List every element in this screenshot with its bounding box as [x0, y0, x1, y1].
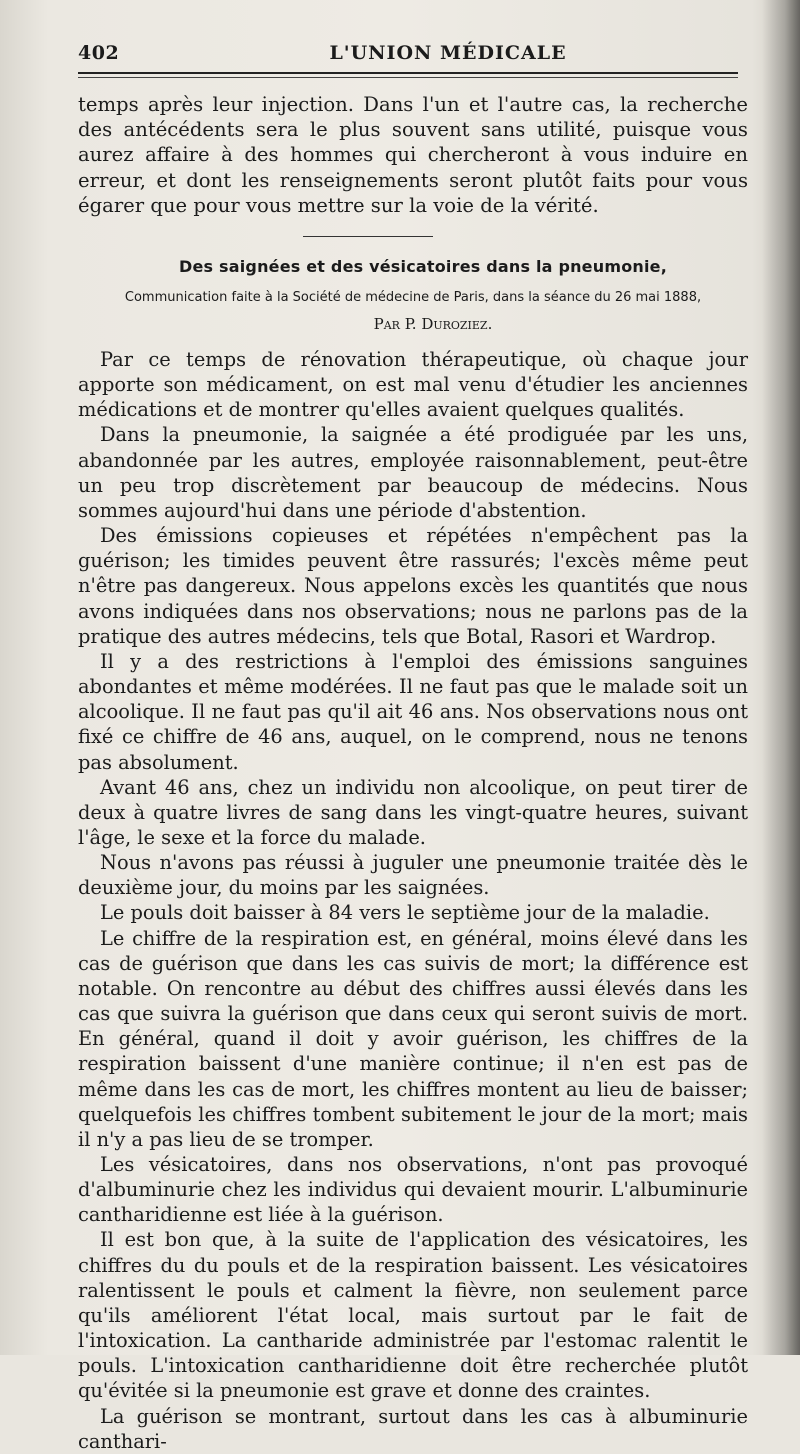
article-paragraph: Avant 46 ans, chez un individu non alcoolique, on peut tirer de deux à quatre livres de sang dans les vingt-quatre heures, suivant l'âge, le sexe et la force du malade. [78, 775, 748, 849]
article-author: Par P. Duroziez. [373, 315, 493, 334]
running-title: L'UNION MÉDICALE [329, 42, 567, 64]
intro-paragraph: temps après leur injection. Dans l'un et l'autre cas, la recherche des antécédents sera le plus souvent sans utilité, puisque vous aurez affaire à des hommes qui chercheront à vous induire en erreur, et dont les renseignements seront plutôt faits pour vous égarer que pour vous mettre sur la voie de la vérité. [78, 93, 748, 217]
section-separator [303, 236, 433, 237]
header-rule-thin [78, 77, 738, 78]
page-number: 402 [78, 42, 120, 64]
article-paragraph: Il est bon que, à la suite de l'application des vésicatoires, les chiffres du du pouls et de la respiration baissent. Les vésicatoires ralentissent le pouls et calment la fièvre, non seulement parce qu'ils améliorent l'état local, mais surtout par le fait de l'intoxication. La cantharide administrée par l'estomac ralentit le pouls. L'intoxication cantharidienne doit être recherchée plutôt qu'évitée si la pneumonie est grave et donne des craintes. [78, 1228, 748, 1403]
article-paragraph: La guérison se montrant, surtout dans les cas à albuminurie canthari- [78, 1404, 748, 1453]
page-shadow-edge [762, 0, 800, 1355]
article-paragraph: Des émissions copieuses et répétées n'empêchent pas la guérison; les timides peuvent être rassurés; l'excès même peut n'être pas dangereux. Nous appelons excès les quantités que nous avons indiquées dans nos observations; nous ne parlons pas de la pratique des autres médecins, tels que Botal, Rasori et Wardrop. [78, 524, 748, 648]
article-paragraph: Les vésicatoires, dans nos observations, n'ont pas provoqué d'albuminurie chez les individus qui devaient mourir. L'albuminurie cantharidienne est liée à la guérison. [78, 1153, 748, 1227]
article-paragraph: Dans la pneumonie, la saignée a été prodiguée par les uns, abandonnée par les autres, employée raisonnablement, peut-être un peu trop discrètement par beaucoup de médecins. Nous sommes aujourd'hui dans une période d'abstention. [78, 423, 748, 522]
article-communication: Communication faite à la Société de médecine de Paris, dans la séance du 26 mai 1888, [124, 290, 702, 306]
article-title: Des saignées et des vésicatoires dans la pneumonie, [178, 257, 667, 277]
page-body [78, 92, 748, 1454]
article-paragraph: Il y a des restrictions à l'emploi des émissions sanguines abondantes et même modérées. Il ne faut pas que le malade soit un alcoolique. Il ne faut pas qu'il ait 46 ans. Nos observations nous ont fixé ce chiffre de 46 ans, auquel, on le comprend, nous ne tenons pas absolument. [78, 649, 748, 774]
article-paragraph: Par ce temps de rénovation thérapeutique, où chaque jour apporte son médicament, on est mal venu d'étudier les anciennes médications et de montrer qu'elles avaient quelques qualités. [78, 348, 748, 422]
header-rule [78, 72, 738, 74]
page-header [78, 38, 758, 68]
article-paragraph: Nous n'avons pas réussi à juguler une pneumonie traitée dès le deuxième jour, du moins par les saignées. [78, 851, 748, 900]
article-body [78, 347, 748, 1454]
article-paragraph: Le pouls doit baisser à 84 vers le septième jour de la maladie. [100, 901, 710, 925]
article-paragraph: Le chiffre de la respiration est, en général, moins élevé dans les cas de guérison que dans les cas suivis de mort; la différence est notable. On rencontre au début des chiffres aussi élevés dans les cas que suivra la guérison que dans ceux qui seront suivis de mort. En général, quand il doit y avoir guérison, les chiffres de la respiration baissent d'une manière continue; il n'en est pas de même dans les cas de mort, les chiffres montent au lieu de baisser; quelquefois les chiffres tombent subitement le jour de la mort; mais il n'y a pas lieu de se tromper. [78, 926, 748, 1151]
